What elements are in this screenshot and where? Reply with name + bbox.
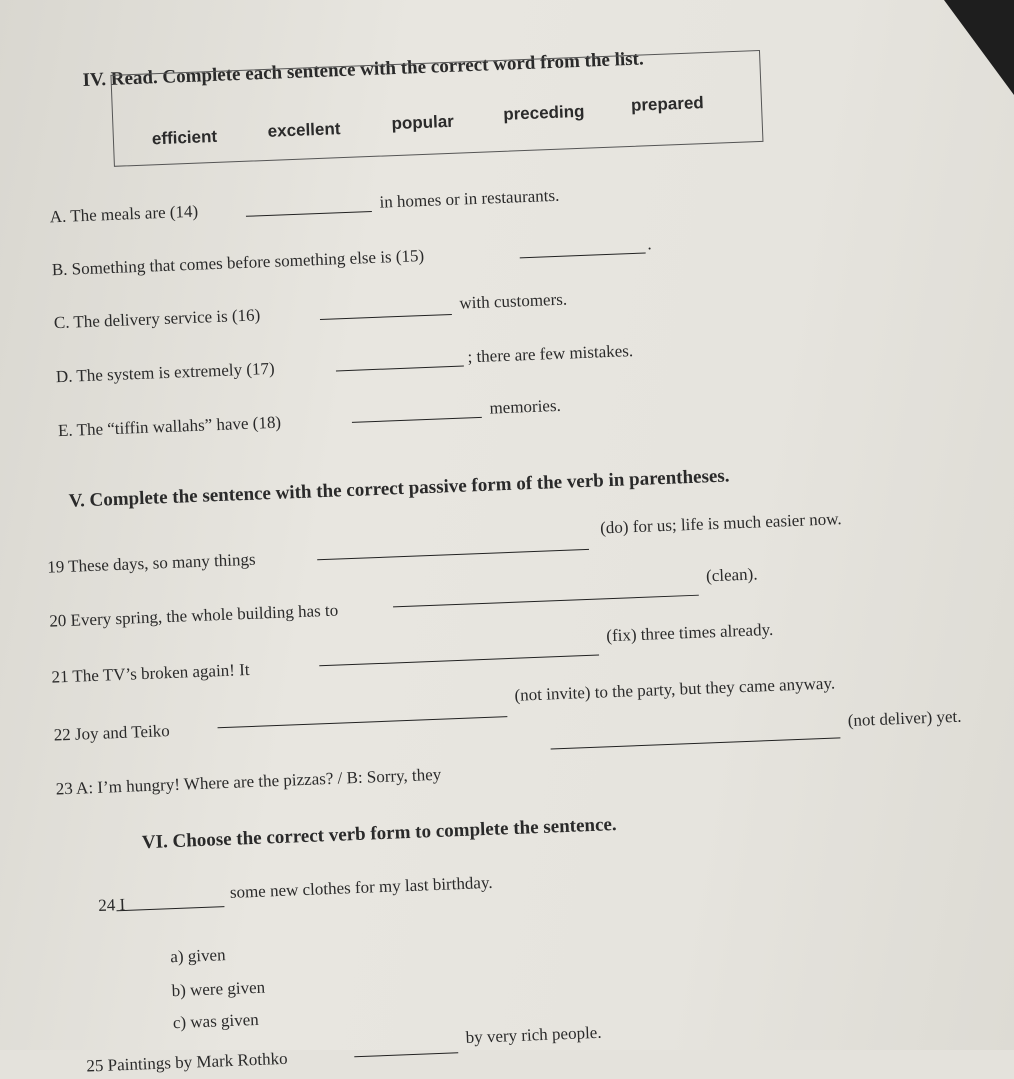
word-prepared: prepared — [630, 93, 705, 115]
item-19-blank[interactable] — [317, 549, 589, 560]
item-15-text: B. Something that comes before something else is (15) — [51, 245, 425, 280]
word-popular: popular — [391, 111, 455, 134]
item-17-after: ; there are few mistakes. — [467, 341, 634, 367]
item-20-blank[interactable] — [393, 595, 699, 608]
item-21-blank[interactable] — [319, 655, 599, 667]
item-14-text: A. The meals are (14) — [49, 201, 199, 227]
item-21-text: 21 The TV’s broken again! It — [51, 659, 250, 687]
item-18-blank[interactable] — [352, 417, 482, 423]
item-21-after: (fix) three times already. — [605, 619, 774, 646]
section-5-heading: V. Complete the sentence with the correct passive form of the verb in parentheses. — [68, 465, 730, 512]
item-17-blank[interactable] — [336, 366, 464, 372]
item-15-blank[interactable] — [520, 252, 646, 258]
item-16-text: C. The delivery service is (16) — [53, 305, 261, 333]
item-22-text: 22 Joy and Teiko — [53, 721, 171, 745]
item-14-after: in homes or in restaurants. — [379, 185, 560, 212]
item-24-after: some new clothes for my last birthday. — [229, 872, 493, 902]
item-20-text: 20 Every spring, the whole building has to — [48, 600, 339, 631]
section-4-heading: IV. Read. Complete each sentence with the correct word from the list. — [82, 48, 645, 91]
item-23-blank[interactable] — [551, 737, 841, 749]
item-17-text: D. The system is extremely (17) — [55, 358, 275, 387]
item-24-blank[interactable] — [117, 906, 225, 911]
word-excellent: excellent — [267, 119, 341, 141]
item-23-text: 23 A: I’m hungry! Where are the pizzas? / B: Sorry, they — [55, 764, 442, 799]
item-25-text: 25 Paintings by Mark Rothko — [86, 1048, 288, 1076]
item-24-text: 24 I — [97, 894, 126, 915]
item-22-blank[interactable] — [218, 716, 508, 728]
item-14-blank[interactable] — [246, 211, 372, 217]
option-a[interactable]: a) given — [169, 945, 226, 967]
item-20-after: (clean). — [705, 564, 758, 586]
option-b[interactable]: b) were given — [171, 977, 266, 1001]
item-19-text: 19 These days, so many things — [46, 549, 256, 577]
word-preceding: preceding — [502, 101, 585, 124]
item-18-text: E. The “tiffin wallahs” have (18) — [57, 412, 282, 441]
item-22-after: (not invite) to the party, but they came anyway. — [514, 673, 836, 705]
item-25-blank[interactable] — [354, 1052, 458, 1057]
item-16-after: with customers. — [459, 289, 568, 313]
item-18-after: memories. — [489, 395, 562, 418]
item-15-after: . — [646, 234, 652, 254]
item-25-after: by very rich people. — [465, 1022, 602, 1047]
item-23-after: (not deliver) yet. — [847, 706, 962, 731]
section-6-heading: VI. Choose the correct verb form to complete the sentence. — [141, 814, 618, 854]
option-c[interactable]: c) was given — [172, 1009, 260, 1033]
item-19-after: (do) for us; life is much easier now. — [599, 509, 842, 538]
item-16-blank[interactable] — [320, 314, 452, 320]
word-efficient: efficient — [151, 126, 218, 149]
